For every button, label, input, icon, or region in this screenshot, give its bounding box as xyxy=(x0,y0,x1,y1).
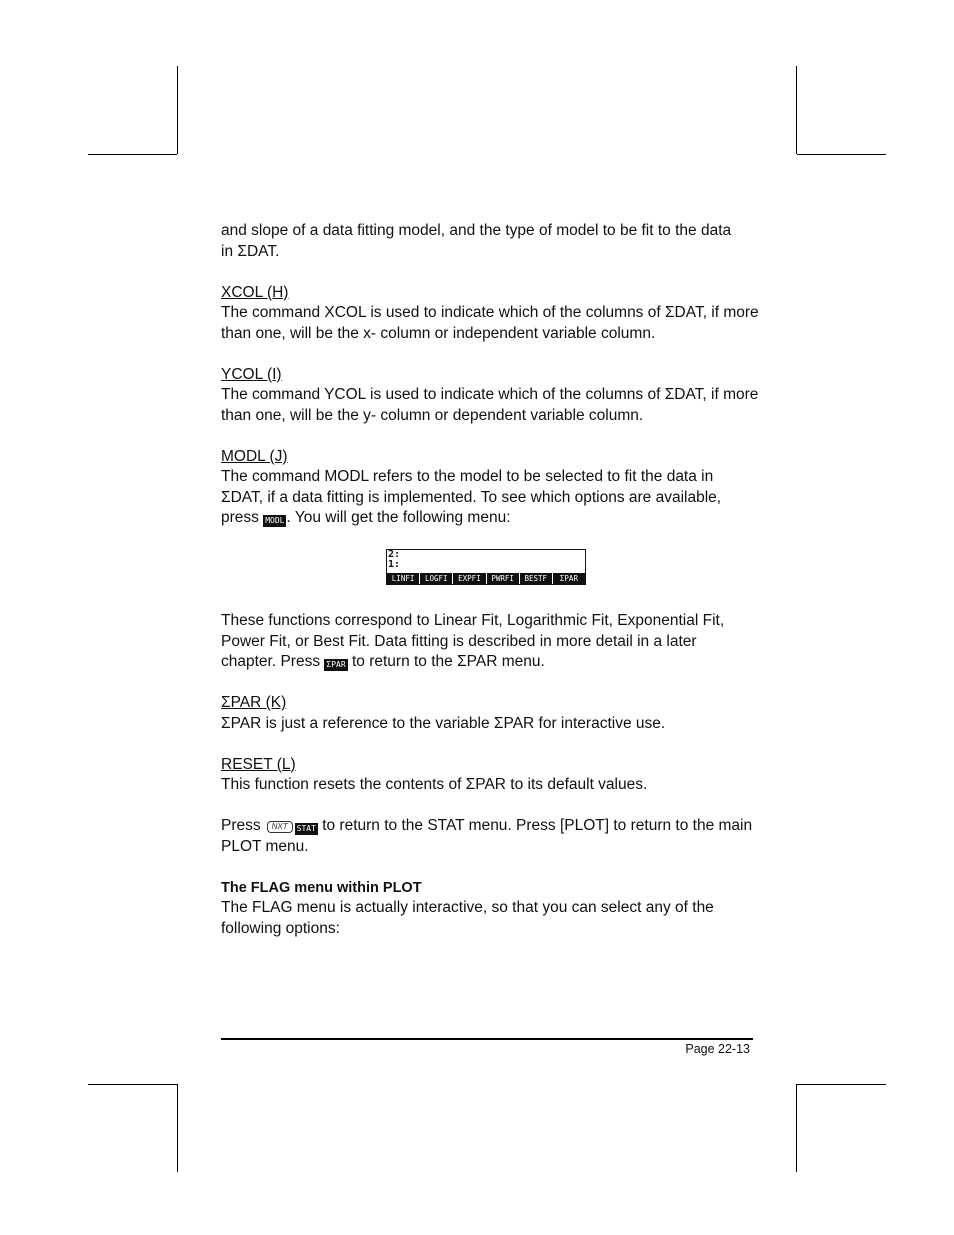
crop-mark-top-right-horizontal xyxy=(797,154,886,155)
functions-line-1: These functions correspond to Linear Fit, Logarithmic Fit, Exponential Fit, xyxy=(221,612,725,629)
stat-softkey: STAT xyxy=(296,824,316,833)
modl-line-3-pre: press xyxy=(221,509,259,526)
ycol-line-1: The command YCOL is used to indicate which of the columns of ΣDAT, if more xyxy=(221,386,759,403)
intro-line-1: and slope of a data fitting model, and the type of model to be fit to the data xyxy=(221,222,732,239)
calculator-menu-bar xyxy=(387,573,585,584)
footer-rule xyxy=(221,1038,753,1040)
menu-key-pwrfi: PWRFI xyxy=(487,573,519,584)
spar-section xyxy=(221,693,761,734)
crop-mark-top-left-vertical xyxy=(177,66,178,154)
xcol-line-2: than one, will be the x- column or independent variable column. xyxy=(221,324,656,342)
menu-key-spar: ΣPAR xyxy=(553,573,585,584)
stack-level-2: 2: xyxy=(388,549,401,560)
modl-softkey: MODL xyxy=(265,516,285,525)
modl-section xyxy=(221,447,761,529)
crop-mark-top-right-vertical xyxy=(796,66,797,154)
functions-line-3-post: to return to the ΣPAR menu. xyxy=(351,653,545,670)
crop-mark-top-left-horizontal xyxy=(88,154,177,155)
menu-key-expfi: EXPFI xyxy=(453,573,485,584)
modl-line-3-post: . You will get the following menu: xyxy=(286,509,511,526)
spar-heading: ΣPAR (K) xyxy=(221,694,287,711)
menu-key-logfi: LOGFI xyxy=(420,573,452,584)
intro-paragraph xyxy=(221,221,761,262)
intro-line-2: in ΣDAT. xyxy=(221,242,280,260)
nxt-key-icon: NXT xyxy=(267,821,293,833)
crop-mark-bottom-left-vertical xyxy=(177,1084,178,1172)
stack-level-1: 1: xyxy=(388,559,401,570)
page-number: Page 22-13 xyxy=(685,1042,750,1056)
xcol-section xyxy=(221,283,761,345)
press-pre: Press xyxy=(221,817,261,834)
modl-line-2: ΣDAT, if a data fitting is implemented. To see which options are available, xyxy=(221,488,722,506)
functions-paragraph xyxy=(221,611,761,673)
reset-heading: RESET (L) xyxy=(221,755,296,773)
page-body xyxy=(221,221,761,960)
crop-mark-bottom-right-horizontal xyxy=(797,1084,886,1085)
crop-mark-bottom-right-vertical xyxy=(796,1084,797,1172)
spar-line-1: ΣPAR is just a reference to the variable ΣPAR for interactive use. xyxy=(221,714,666,732)
functions-line-2: Power Fit, or Best Fit. Data fitting is described in more detail in a later xyxy=(221,632,697,650)
reset-line-1: This function resets the contents of ΣPAR to its default values. xyxy=(221,776,648,793)
flag-heading: The FLAG menu within PLOT xyxy=(221,879,422,896)
menu-key-linfi: LINFI xyxy=(387,573,419,584)
menu-key-bestf: BESTF xyxy=(520,573,552,584)
flag-line-2: following options: xyxy=(221,919,340,937)
ycol-section xyxy=(221,365,761,427)
reset-section xyxy=(221,755,761,796)
xcol-line-1: The command XCOL is used to indicate which of the columns of ΣDAT, if more xyxy=(221,304,759,321)
press-line-2: PLOT menu. xyxy=(221,837,309,855)
flag-line-1: The FLAG menu is actually interactive, so that you can select any of the xyxy=(221,899,714,916)
ycol-heading: YCOL (I) xyxy=(221,365,282,383)
calculator-stack xyxy=(387,550,585,570)
modl-heading: MODL (J) xyxy=(221,447,288,465)
press-post: to return to the STAT menu. Press [PLOT] to return to the main xyxy=(322,817,753,834)
modl-line-1: The command MODL refers to the model to be selected to fit the data in xyxy=(221,468,714,485)
crop-mark-bottom-left-horizontal xyxy=(88,1084,177,1085)
press-paragraph xyxy=(221,816,761,857)
calculator-screen xyxy=(386,549,586,585)
spar-softkey: ΣPAR xyxy=(326,660,346,669)
functions-line-3-pre: chapter. Press xyxy=(221,653,321,670)
xcol-heading: XCOL (H) xyxy=(221,283,289,301)
flag-section xyxy=(221,878,761,940)
ycol-line-2: than one, will be the y- column or dependent variable column. xyxy=(221,406,644,424)
